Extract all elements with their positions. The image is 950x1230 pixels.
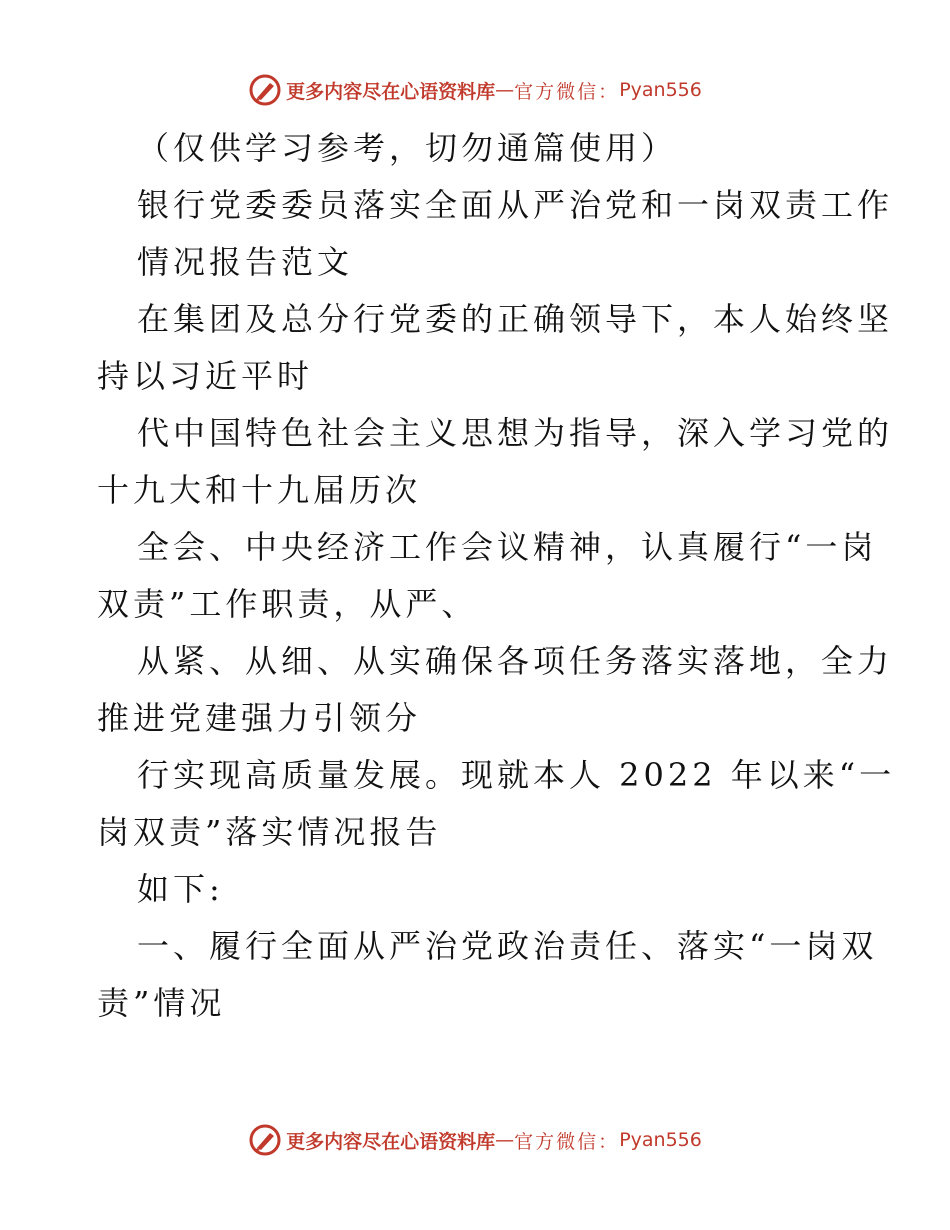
footer-watermark (0, 1120, 950, 1160)
watermark-dash: — (495, 79, 515, 101)
watermark-wechat-id: Pyan556 (619, 79, 702, 101)
watermark-dash: — (495, 1129, 515, 1151)
header-watermark (0, 70, 950, 110)
watermark-wechat-id: Pyan556 (619, 1129, 702, 1151)
document-body (97, 120, 896, 1032)
paragraph-line: 推进党建强力引领分 (97, 699, 422, 737)
paragraph-line: 双责”工作职责，从严、 (97, 585, 478, 623)
paragraph-line: 行实现高质量发展。现就本人 2022 年以来“一 (137, 756, 896, 794)
section-heading-line: 责”情况 (97, 984, 226, 1022)
watermark-wechat-label: 官方微信： (514, 1130, 620, 1153)
section-heading-line: 一、履行全面从严治党政治责任、落实“一岗双 (137, 927, 878, 965)
paragraph-line: 岗双责”落实情况报告 (97, 813, 442, 851)
paragraph-line: 持以习近平时 (97, 357, 314, 395)
paragraph-line: 在集团及总分行党委的正确领导下，本人始终坚 (137, 300, 894, 338)
title-line-1: 银行党委委员落实全面从严治党和一岗双责工作 (137, 186, 894, 224)
disclaimer-line: （仅供学习参考，切勿通篇使用） (137, 129, 678, 167)
pen-logo-icon (248, 73, 282, 107)
pen-logo-icon (248, 1123, 282, 1157)
watermark-wechat-label: 官方微信： (514, 80, 620, 103)
watermark-brand: 更多内容尽在心语资料库 (286, 80, 496, 103)
paragraph-line: 如下: (137, 870, 224, 908)
paragraph-line: 全会、中央经济工作会议精神，认真履行“一岗 (137, 528, 878, 566)
title-line-2: 情况报告范文 (137, 243, 354, 281)
paragraph-line: 代中国特色社会主义思想为指导，深入学习党的 (137, 414, 894, 452)
watermark-brand: 更多内容尽在心语资料库 (286, 1130, 496, 1153)
paragraph-line: 从紧、从细、从实确保各项任务落实落地，全力 (137, 642, 894, 680)
paragraph-line: 十九大和十九届历次 (97, 471, 422, 509)
